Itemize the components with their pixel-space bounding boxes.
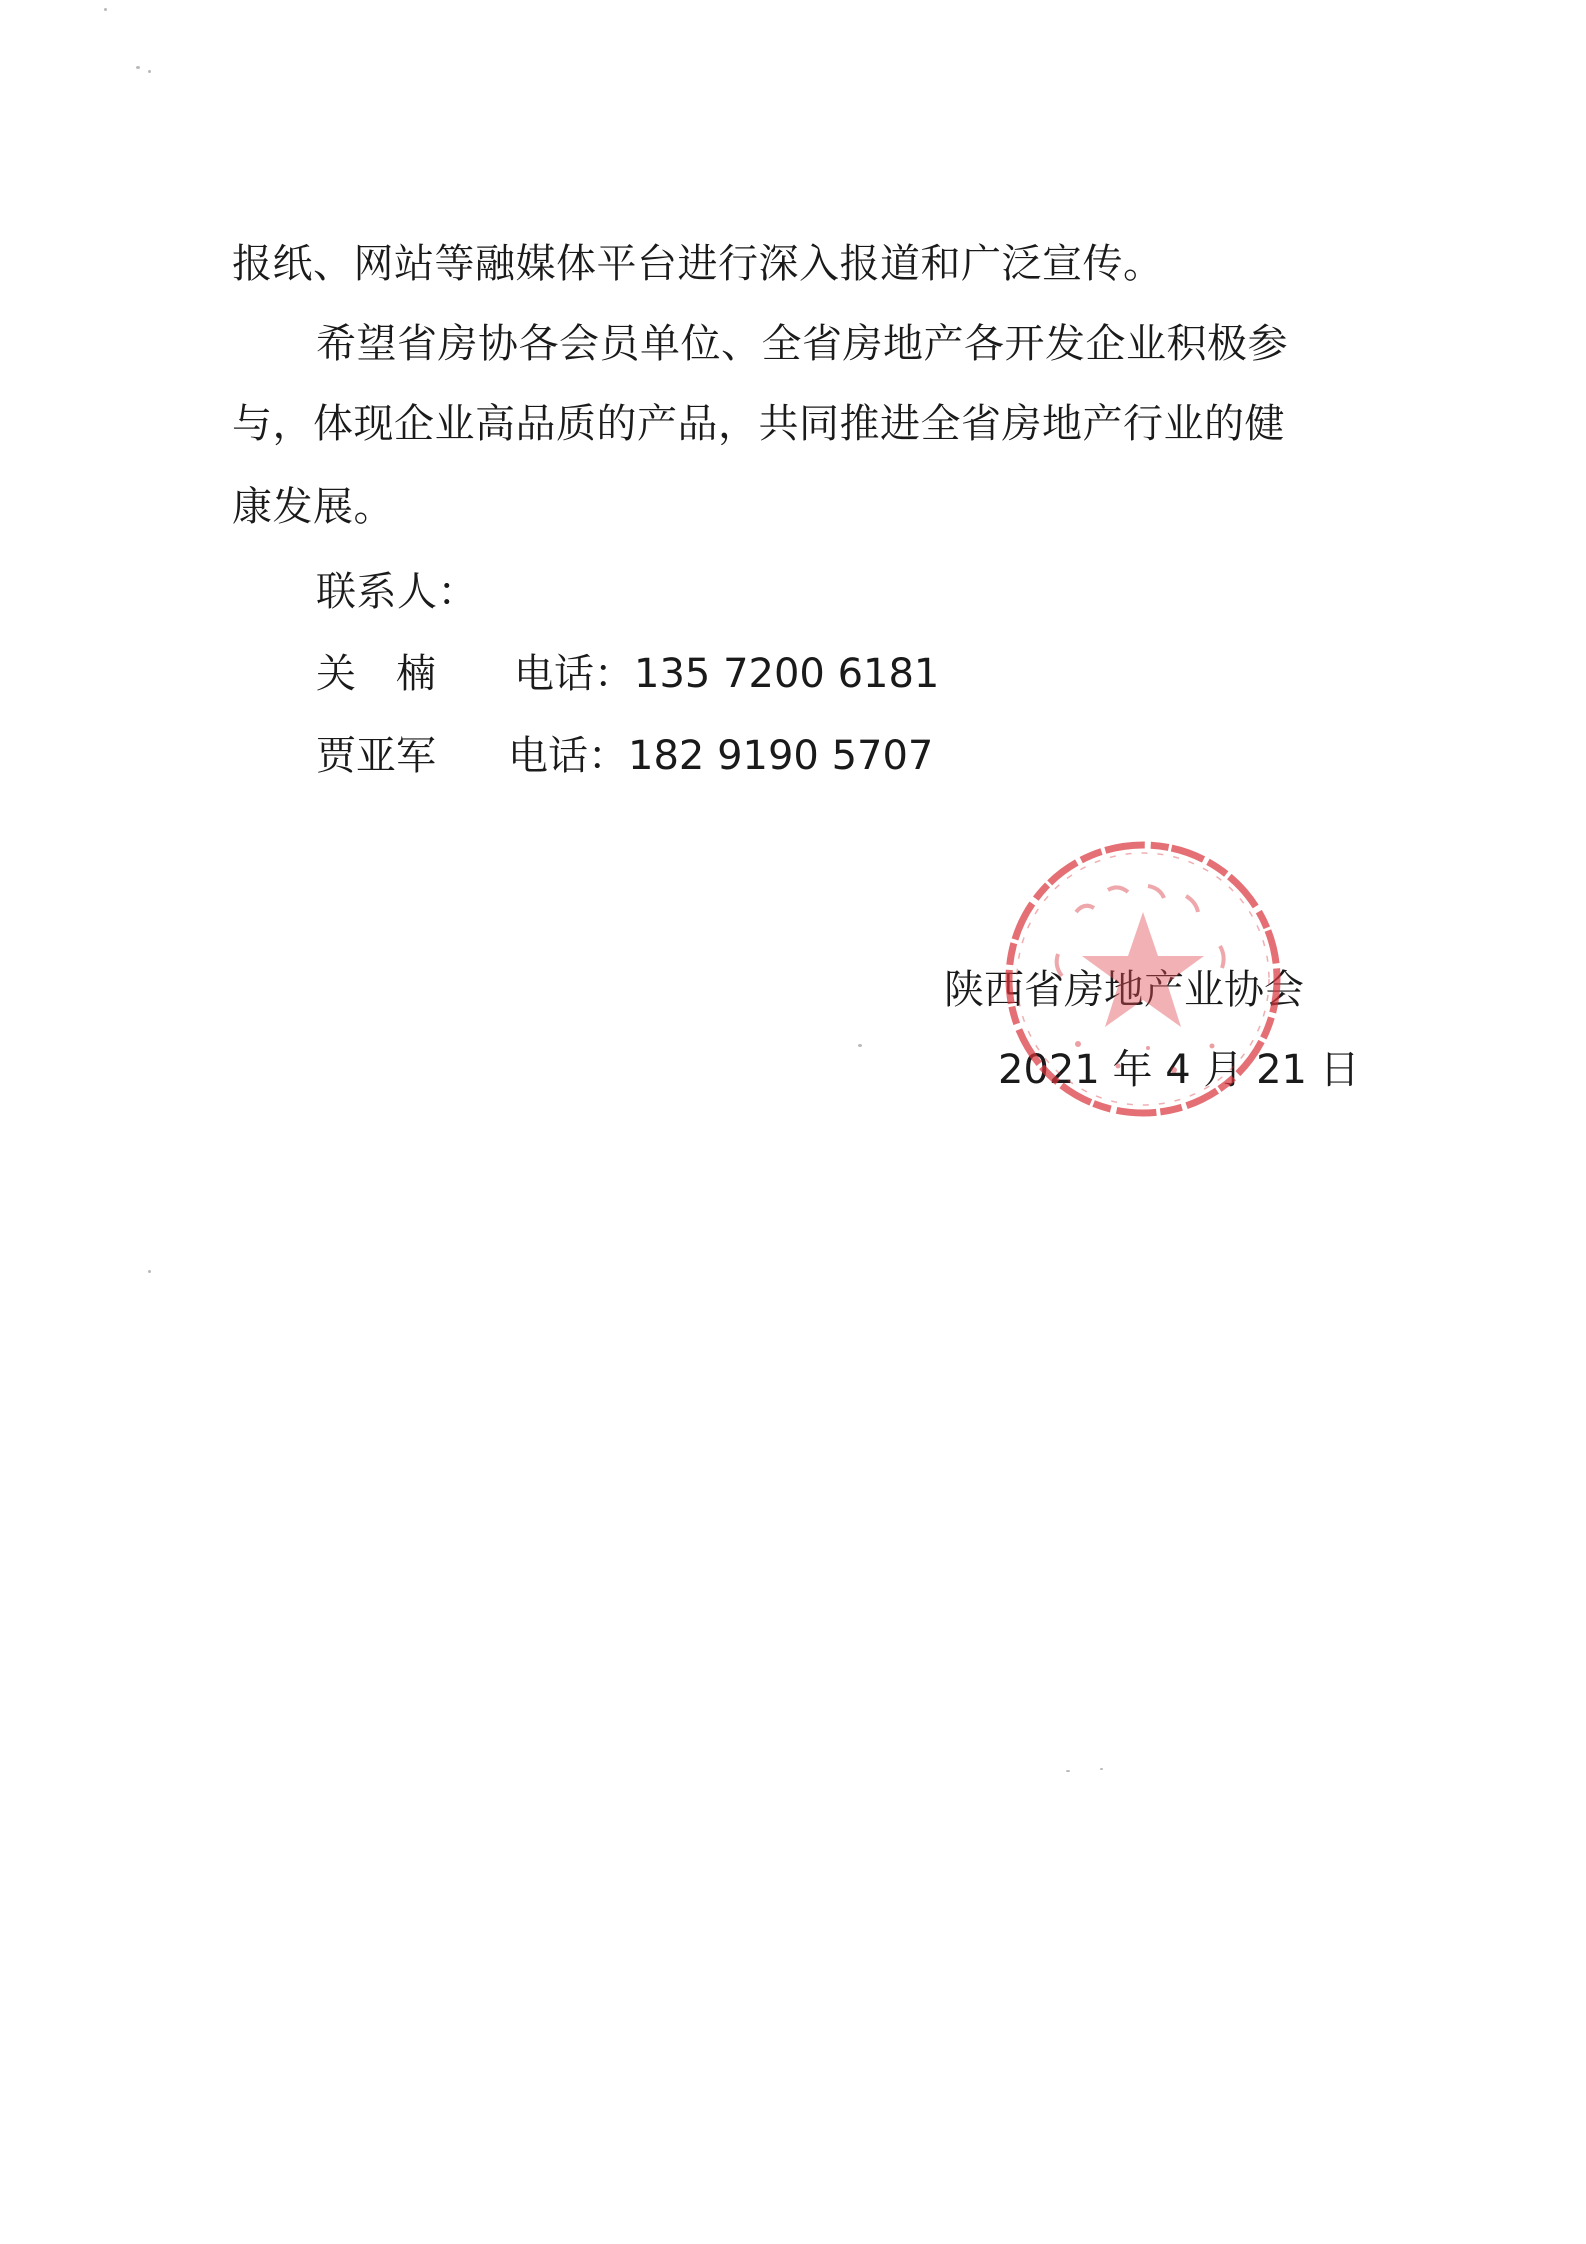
contact-name: 关楠: [316, 651, 476, 697]
paragraph-line: 报纸、网站等融媒体平台进行深入报道和广泛宣传。: [232, 241, 1164, 287]
contact-name: 贾亚军: [316, 733, 436, 779]
scan-speck: [136, 66, 140, 69]
scan-speck: [148, 1270, 151, 1273]
contact-phone-line: [508, 732, 933, 780]
scan-speck: [148, 70, 151, 73]
contact-phone-line: [514, 650, 939, 698]
scan-speck: [104, 8, 107, 11]
phone-label: 电话：: [508, 733, 628, 779]
paragraph-line: 康发展。: [232, 484, 394, 530]
scan-speck: [858, 1044, 862, 1047]
paragraph-line: 与，体现企业高品质的产品，共同推进全省房地产行业的健: [232, 401, 1285, 447]
scan-speck: [1100, 1768, 1103, 1770]
phone-label: 电话：: [514, 651, 634, 697]
scan-speck: [1066, 1770, 1070, 1772]
contact-heading: 联系人：: [316, 569, 478, 615]
phone-number: 182 9190 5707: [628, 733, 934, 779]
paragraph-line: 希望省房协各会员单位、全省房地产各开发企业积极参: [316, 321, 1288, 367]
signature-date: 2021 年 4 月 21 日: [998, 1047, 1360, 1093]
phone-number: 135 7200 6181: [634, 651, 940, 697]
signature-organization: 陕西省房地产业协会: [944, 967, 1304, 1013]
